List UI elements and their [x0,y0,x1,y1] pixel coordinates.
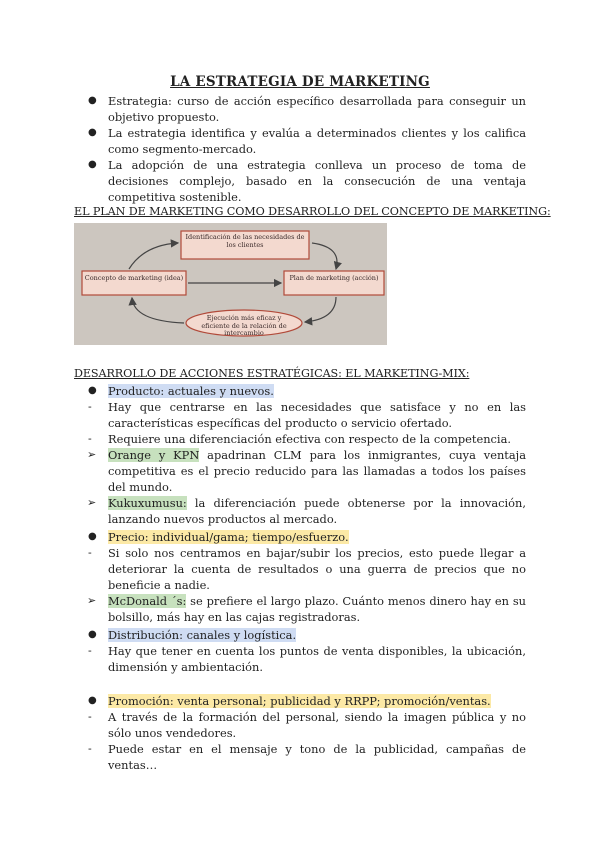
bullet-icon: ● [88,159,97,170]
bullet-icon: ● [88,531,97,542]
list-item-text: Requiere una diferenciación efectiva con respecto de la competencia. [108,432,511,446]
list-item-text: Puede estar en el mensaje y tono de la publicidad, campañas de ventas… [108,742,526,772]
list-item [74,495,526,527]
section-heading-plan: EL PLAN DE MARKETING COMO DESARROLLO DEL CONCEPTO DE MARKETING: [74,205,551,218]
diagram-box-right-label: Plan de marketing (acción) [289,274,379,282]
list-item-text: Hay que tener en cuenta los puntos de venta disponibles, la ubicación, dimensión y ambientación. [108,644,526,674]
dash-icon: - [88,546,92,559]
page-title: LA ESTRATEGIA DE MARKETING [170,74,430,90]
list-item [74,125,526,157]
bullet-icon: ● [88,695,97,706]
dash-icon: - [88,432,92,445]
list-item-text: A través de la formación del personal, siendo la imagen pública y no sólo unos vendedores. [108,710,526,740]
diagram-box-bottom-label: Ejecución más eficaz y eficiente de la relación de intercambio [201,314,287,337]
section-heading-marketing-mix: DESARROLLO DE ACCIONES ESTRATÉGICAS: EL MARKETING-MIX: [74,367,470,380]
list-item [74,431,526,447]
dash-icon: - [88,742,92,755]
diagram-box-top-label: Identificación de las necesidades de los clientes [185,233,305,249]
arrow-bullet-icon: ➢ [87,594,97,607]
list-item [74,447,526,495]
example-text: la diferenciación puede obtenerse por la innovación, lanzando nuevos productos al mercado. [108,496,526,526]
list-item [74,709,526,741]
list-item [74,693,526,709]
list-item [74,93,526,125]
precio-heading: Precio: individual/gama; tiempo/esfuerzo. [108,530,349,544]
bullet-icon: ● [88,95,97,106]
bullet-icon: ● [88,629,97,640]
list-item [74,741,526,773]
example-label: Orange y KPN [108,448,200,462]
example-text: apadrinan CLM para los inmigrantes, cuya ventaja competitiva es el precio reducido para las llamadas a todos los países del mundo. [108,448,526,494]
intro-bullet-list [74,93,526,205]
promocion-section [74,693,526,773]
bullet-icon: ● [88,127,97,138]
example-text: se prefiere el largo plazo. Cuánto menos dinero hay en su bolsillo, más hay en las cajas registradoras. [108,594,526,624]
arrow-bullet-icon: ➢ [87,448,97,461]
example-label: Kukuxumusu: [108,496,187,510]
diagram-box-left-label: Concepto de marketing (idea) [84,274,184,282]
bullet-icon: ● [88,385,97,396]
producto-heading: Producto: actuales y nuevos. [108,384,274,398]
list-item [74,643,526,675]
producto-section [74,383,526,527]
precio-section [74,529,526,625]
list-item [74,593,526,625]
dash-icon: - [88,644,92,657]
list-item [74,627,526,643]
list-item [74,545,526,593]
list-item [74,529,526,545]
dash-icon: - [88,710,92,723]
list-item [74,383,526,399]
list-item-text: La estrategia identifica y evalúa a determinados clientes y los califica como segmento-mercado. [108,126,526,156]
list-item-text: Estrategia: curso de acción específico desarrollada para conseguir un objetivo propuesto. [108,94,526,124]
distribucion-heading: Distribución: canales y logística. [108,628,297,642]
dash-icon: - [88,400,92,413]
promocion-heading: Promoción: venta personal; publicidad y RRPP; promoción/ventas. [108,694,491,708]
list-item [74,399,526,431]
example-label: McDonald ´s: [108,594,187,608]
list-item-text: Si solo nos centramos en bajar/subir los precios, esto puede llegar a deteriorar la cuenta de resultados o una guerra de precios que no beneficie a nadie. [108,546,526,592]
distribucion-section [74,627,526,675]
list-item-text: Hay que centrarse en las necesidades que satisface y no en las características específicas del producto o servicio ofertado. [108,400,526,430]
list-item [74,157,526,205]
marketing-plan-diagram [74,223,387,345]
arrow-bullet-icon: ➢ [87,496,97,509]
list-item-text: La adopción de una estrategia conlleva un proceso de toma de decisiones complejo, basado en la consecución de una ventaja competitiva sostenible. [108,158,526,204]
